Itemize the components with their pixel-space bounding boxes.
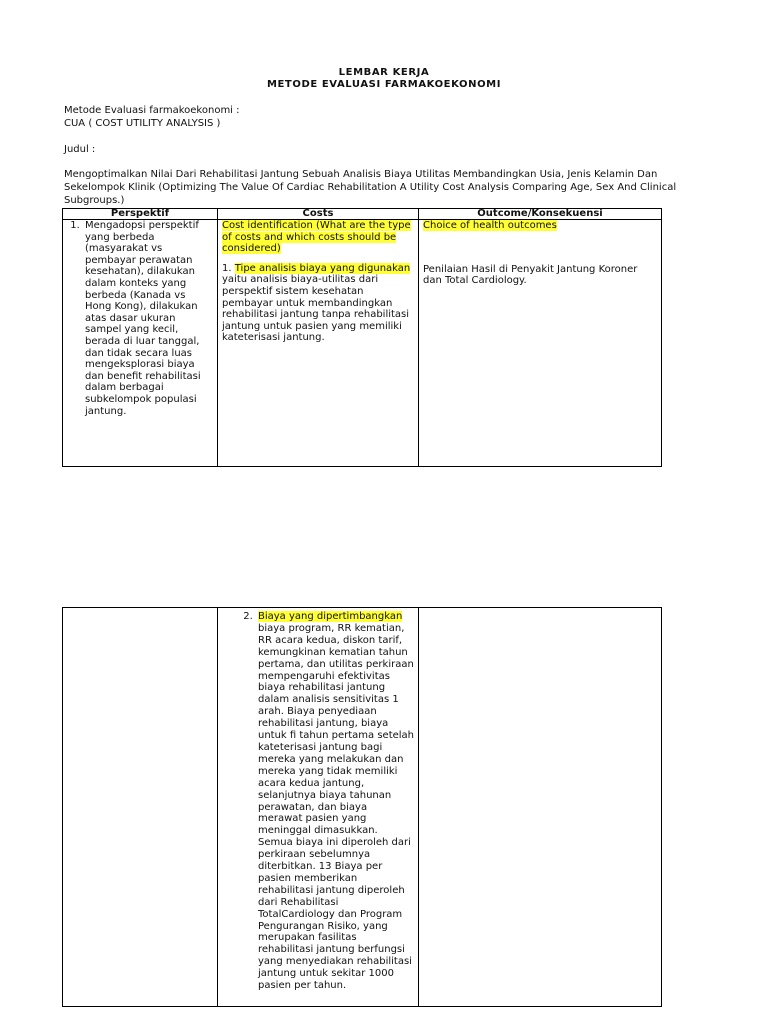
header-outcome: Outcome/Konsekuensi <box>419 209 662 220</box>
doc-title: LEMBAR KERJA <box>338 67 430 78</box>
judul-text: Mengoptimalkan Nilai Dari Rehabilitasi Jantung Sebuah Analisis Biaya Utilitas Membandingkan Usia, Jenis Kelamin Dan Sekelompok Klinik (Optimizing The Value Of Cardiac Rehabilitation A Utility Cost Analysis Comparing Age, Sex And Clinical Subgroups.) <box>64 169 677 206</box>
costs-item-2-heading: Biaya yang dipertimbangkan <box>258 611 403 622</box>
method-value: CUA ( COST UTILITY ANALYSIS ) <box>64 118 221 129</box>
doc-subtitle: METODE EVALUASI FARMAKOEKONOMI <box>266 79 502 90</box>
worksheet-table-2 <box>62 607 662 1007</box>
costs-item-2-text: biaya program, RR kematian, RR acara kedua, diskon tarif, kemungkinan kematian tahun pertama, dan utilitas perkiraan mempengaruhi efektivitas biaya rehabilitasi jantung dalam analisis sensitivitas 1 arah. Biaya penyediaan rehabilitasi jantung, biaya untuk fi tahun pertama setelah kateterisasi jantung bagi mereka yang melakukan dan mereka yang tidak memiliki acara kedua jantung, selanjutnya biaya tahunan perawatan, dan biaya merawat pasien yang meninggal dimasukkan. Semua biaya ini diperoleh dari perkiraan sebelumnya diterbitkan. 13 Biaya per pasien memberikan rehabilitasi jantung diperoleh dari Rehabilitasi TotalCardiology dan Program Pengurangan Risiko, yang merupakan fasilitas rehabilitasi jantung berfungsi yang menyediakan rehabilitasi jantung untuk sekitar 1000 pasien per tahun. <box>258 622 415 992</box>
header-perspektif: Perspektif <box>63 209 218 220</box>
outcome-heading: Choice of health outcomes <box>423 220 557 231</box>
outcome-text: Penilaian Hasil di Penyakit Jantung Koroner dan Total Cardiology. <box>423 263 638 287</box>
judul-label: Judul : <box>64 144 96 155</box>
worksheet-table-1 <box>62 208 662 467</box>
costs-cell <box>218 220 419 467</box>
empty-outcome-cell <box>419 608 662 1007</box>
perspektif-cell <box>63 220 218 467</box>
costs-item-heading: Tipe analisis biaya yang digunakan <box>234 262 411 274</box>
costs-item-number: 1. <box>222 262 232 274</box>
method-label: Metode Evaluasi farmakoekonomi : <box>64 105 240 116</box>
costs-heading: Cost identification (What are the type of costs and which costs should be considered) <box>222 220 411 255</box>
costs-item-text: yaitu analisis biaya-utilitas dari perspektif sistem kesehatan pembayar untuk membandingkan rehabilitasi jantung tanpa rehabilitasi jantung untuk pasien yang memiliki kateterisasi jantung. <box>222 274 410 344</box>
perspektif-item: 1. Mengadopsi perspektif yang berbeda (masyarakat vs pembayar perawatan kesehatan), dilakukan dalam konteks yang berbeda (Kanada vs Hong Kong), dilakukan atas dasar ukuran sampel yang kecil, berada di luar tanggal, dan tidak secara luas mengeksplorasi biaya dan benefit rehabilitasi dalam berbagai subkelompok populasi jantung. <box>83 220 213 417</box>
header-costs: Costs <box>218 209 419 220</box>
costs-cell-2 <box>218 608 419 1007</box>
outcome-cell <box>419 220 662 467</box>
empty-perspektif-cell <box>63 608 218 1007</box>
